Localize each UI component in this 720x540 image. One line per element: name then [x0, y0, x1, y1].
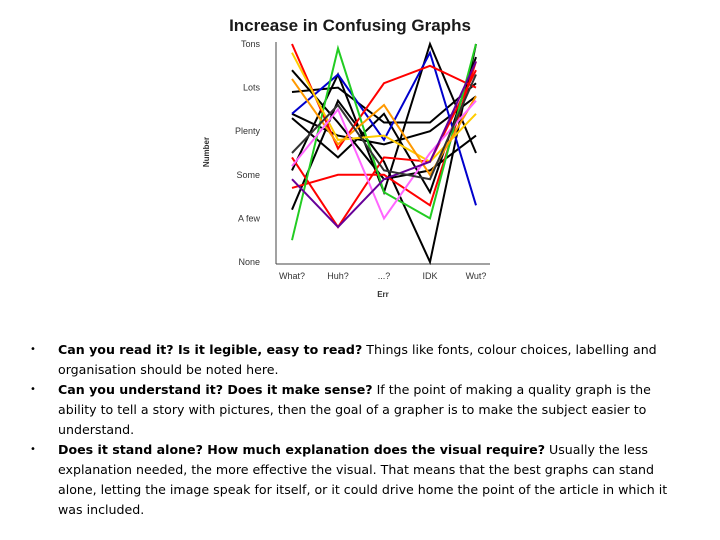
x-tick-label: Huh?: [327, 271, 349, 281]
bullet-marker: •: [30, 344, 36, 355]
bullet-marker: •: [30, 384, 36, 395]
y-tick-label: Some: [236, 169, 260, 180]
bullet-list: [30, 340, 680, 520]
x-tick-label: What?: [278, 271, 306, 281]
bullet-text: Things like fonts, colour choices, labelling and organisation should be noted here.: [58, 342, 657, 377]
x-tick-label: ...?: [377, 271, 391, 281]
bullet-text: If the point of making a quality graph is the ability to tell a story with pictures, then the goal of a grapher is to make the subject easier to understand.: [58, 382, 651, 437]
y-axis-title: Number: [202, 136, 211, 168]
x-axis-title: Err: [377, 290, 389, 299]
bullet-heading: Can you understand it? Does it make sense?: [58, 382, 373, 397]
bullet-heading: Does it stand alone? How much explanation does the visual require?: [58, 442, 545, 457]
bullet-marker: •: [30, 444, 36, 455]
series-line-5: [292, 44, 476, 262]
bullet-item: [30, 440, 680, 520]
bullet-text: Usually the less explanation needed, the more effective the visual. That means that the best graphs can stand alone, letting the image speak for itself, or it could drive home the point of the article in which it was included.: [58, 442, 668, 517]
y-tick-label: Plenty: [234, 126, 260, 137]
chart-title: Increase in Confusing Graphs: [229, 16, 471, 35]
x-tick-label: Wut?: [465, 271, 487, 281]
bullet-heading: Can you read it? Is it legible, easy to read?: [58, 342, 363, 357]
bullet-item: [30, 380, 680, 440]
x-tick-label: IDK: [422, 271, 438, 281]
y-tick-label: A few: [237, 213, 260, 224]
y-tick-label: None: [238, 257, 260, 267]
y-tick-label: Lots: [242, 82, 260, 93]
bullet-item: [30, 340, 680, 380]
y-tick-label: Tons: [240, 39, 260, 49]
